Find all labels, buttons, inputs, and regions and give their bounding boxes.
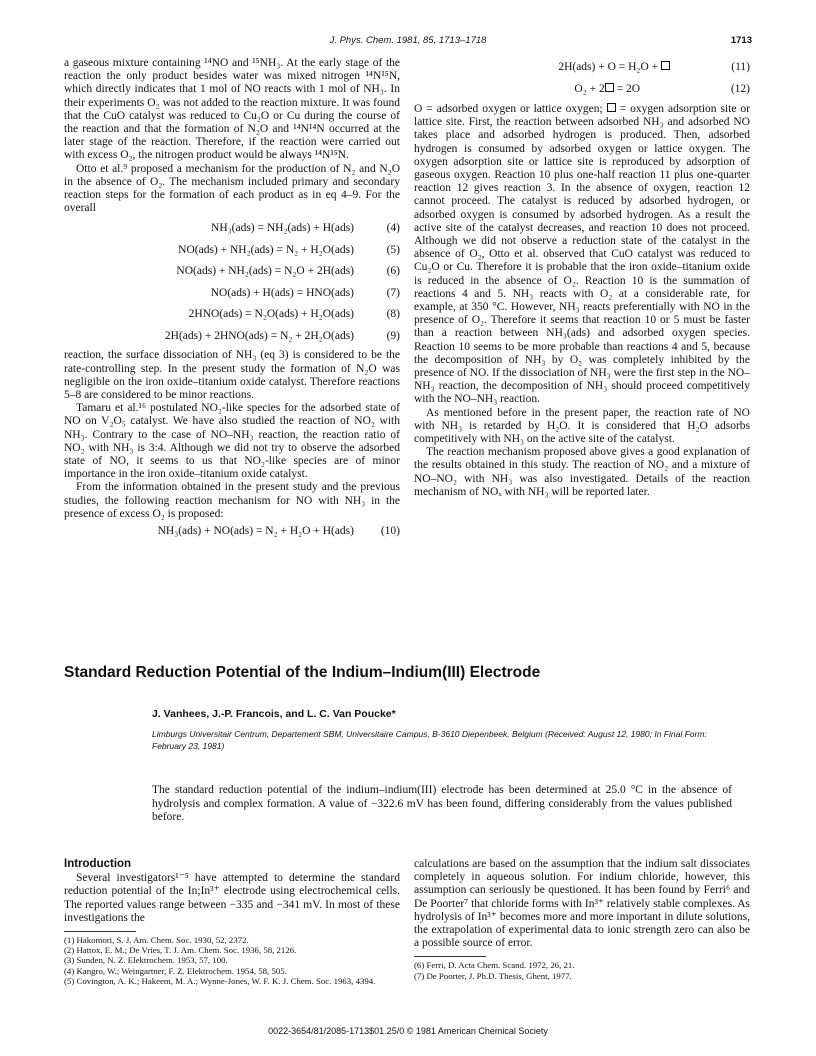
article-authors: J. Vanhees, J.-P. Francois, and L. C. Van Poucke*: [152, 708, 396, 720]
left-para-1: a gaseous mixture containing ¹⁴NO and ¹⁵NH₃. At the early stage of the reaction the only product besides water was mixed nitrogen ¹⁴N¹⁵N, which directly indicates that 1 mol of NO reacts with 1 mol of NH₃. In their experiments O₂ was not added to the reaction mixture. It was found that the CuO catalyst was reduced to Cu₂O or Cu during the course of the reaction and that the formation of N₂O and ¹⁴N¹⁴N occurred at the later stage of the reaction. Therefore, if the reaction were carried out with excess O₂, the nitrogen product would be always ¹⁴N¹⁵N.: [64, 57, 400, 162]
footnote-5: (5) Covington, A. K.; Hakeem, M. A.; Wynne-Jones, W. F. K. J. Chem. Soc. 1963, 4394.: [64, 975, 376, 986]
footnotes-left: [64, 935, 400, 986]
equation-8: 2HNO(ads) = N₂O(ads) + H₂O(ads) (8): [188, 308, 400, 321]
journal-citation: J. Phys. Chem. 1981, 85, 1713–1718: [329, 35, 487, 46]
equation-5: NO(ads) + NH₂(ads) = N₂ + H₂O(ads) (5): [178, 243, 400, 256]
footnote-6: (6) Ferri, D. Acta Chem. Scand. 1972, 26, 21.: [414, 960, 575, 971]
right-column: [414, 57, 750, 499]
vacant-site-box-icon: [661, 61, 670, 70]
equation-6: NO(ads) + NH₂(ads) = N₂O + 2H(ads) (6): [176, 265, 400, 278]
article-affiliation: Limburgs Universitair Centrum, Departement SBM, Universitaire Campus, B-3610 Diepenbeek, Belgium (Received: August 12, 1980; In Final Form: February 23, 1981): [152, 729, 707, 751]
intro-para-right: calculations are based on the assumption that the indium salt dissociates completely in aqueous solution. For indium chloride, however, this assumption can seriously be questioned. It has been found by Ferri⁶ and De Poorter⁷ that chloride forms with In³⁺ relatively stable complexes. As hydrolysis of In³⁺ becomes more and more important in dilute solutions, the extrapolation of experimental data to ionic strength zero can also be a possible source of error.: [414, 858, 750, 950]
footnote-3: (3) Sunden, N. Z. Elektrochem. 1953, 57, 100.: [64, 955, 228, 966]
right-para-1: O = adsorbed oxygen or lattice oxygen; = oxygen adsorption site or lattice site. First, the reaction between adsorbed NH₃ and adsorbed NO takes place and adsorbed hydrogen is produced. Then, adsorbed hydrogen is consumed by adsorbed oxygen or lattice oxygen. The oxygen adsorption site or lattice site is reproduced by adsorption of gaseous oxygen. Reaction 10 plus one-half reaction 11 plus one-quarter reaction 12 gives reaction 3. In the absence of oxygen, reaction 12 cannot proceed. The catalyst is reduced by adsorbed hydrogen, or adsorbed oxygen is consumed by adsorbed hydrogen. As a result the active site of the catalyst decreases, and reaction 10 does not proceed. Although we did not observe a reduction state of the catalyst in the absence of O₂, Otto et al. observed that CuO catalyst was reduced to Cu₂O or Cu. Therefore it is probable that the iron oxide–titanium oxide is reduced in the absence of O₂. Reaction 10 is the summation of reactions 4 and 5. NH₃ reacts with O₂ at a considerable rate, for example, at 350 °C. However, NH₃ reacts preferentially with NO in the presence of O₂. Therefore it seems that reaction 10 or 5 must be faster than a reaction between NH₃(ads) and adsorbed oxygen species. Reaction 10 seems to be more probable than reactions 4 and 5, because the decomposition of NH₃ by O₂ was completely inhibited by the presence of NO. If the dissociation of NH₃ were the first step in the NO–NH₃ reaction, the decomposition of NH₃ should proceed competitively with the NO–NH₃ reaction.: [414, 103, 751, 406]
right-para-3: The reaction mechanism proposed above gives a good explanation of the results obtained in this study. The reaction of NO₂ and a mixture of NO–NO₂ with NH₃ was also investigated. Details of the reaction mechanism of NOₓ with NH₃ will be reported later.: [414, 446, 750, 498]
vacant-site-box-icon: [607, 103, 616, 112]
left-para-3: reaction, the surface dissociation of NH₃ (eq 3) is considered to be the rate-controlling step. In the present study the formation of N₂O was negligible on the iron oxide–titanium oxide catalyst. Therefore reactions 5–8 are considered to be minor reactions.: [64, 349, 400, 402]
intro-para-left: Several investigators¹⁻⁵ have attempted to determine the standard reduction potential of the In;In³⁺ electrode using electrochemical cells. The reported values range between −335 and −341 mV. In most of these investigations the: [64, 872, 400, 924]
left-para-2: Otto et al.⁹ proposed a mechanism for the production of N₂ and N₂O in the absence of O₂. The mechanism included primary and secondary reaction steps for the formation of each product as in eq 4–9. For the overall: [64, 162, 400, 215]
page-number: 1713: [730, 35, 752, 46]
right-para-2: As mentioned before in the present paper, the reaction rate of NO with NH₃ is retarded by H₂O. It is considered that H₂O adsorbs competitively with NH₃ on the active site of the catalyst.: [414, 406, 750, 446]
footnote-divider: [414, 956, 486, 957]
equation-11: 2H(ads) + O = H₂O + (11): [558, 61, 750, 73]
equation-4: NH₃(ads) = NH₂(ads) + H(ads) (4): [211, 222, 400, 235]
footnote-divider: [64, 931, 136, 932]
page-footer: 0022-3654/81/2085-1713$01.25/0 © 1981 American Chemical Society: [268, 1026, 548, 1036]
footnote-2: (2) Hattox, E. M.; De Vries, T. J. Am. Chem. Soc. 1936, 58, 2126.: [64, 945, 297, 956]
footnote-1: (1) Hakomori, S. J. Am. Chem. Soc. 1930, 52, 2372.: [64, 935, 249, 946]
intro-left-column: [64, 858, 400, 986]
footnote-4: (4) Kangro, W.; Weingartner, F. Z. Elektrochem. 1954, 58, 505.: [64, 965, 287, 976]
equation-12: O₂ + 2 = 2O (12): [574, 82, 750, 95]
intro-right-column: [414, 858, 750, 981]
equation-10: NH₃(ads) + NO(ads) = N₂ + H₂O + H(ads) (10): [157, 525, 400, 538]
equation-7: NO(ads) + H(ads) = HNO(ads) (7): [210, 286, 400, 299]
footnote-7: (7) De Poorter, J. Ph.D. Thesis, Ghent, 1977.: [414, 970, 572, 981]
equation-block-4-9: [64, 218, 400, 347]
left-para-4: Tamaru et al.¹⁶ postulated NO₂-like species for the adsorbed state of NO on V₂O₅ catalyst. We have also studied the reaction of NO₂ with NH₃. Contrary to the case of NO–NH₃ reaction, the reaction ratio of NO₂ with NH₃ is 3:4. Although we did not try to observe the adsorbed state of NO, it seems to us that NO₂-like species are of minor importance in the iron oxide–titanium oxide catalyst.: [64, 402, 400, 481]
introduction-heading: Introduction: [64, 858, 132, 870]
article-abstract: The standard reduction potential of the indium–indium(III) electrode has been determined at 25.0 °C in the absence of hydrolysis and complex formation. A value of −322.6 mV has been found, differing considerably from the values published before.: [152, 784, 732, 824]
equation-9: 2H(ads) + 2HNO(ads) = N₂ + 2H₂O(ads) (9): [164, 329, 400, 342]
vacant-site-box-icon: [605, 83, 614, 92]
left-column: [64, 57, 400, 543]
left-para-5: From the information obtained in the present study and the previous studies, the following reaction mechanism for NO with NH₃ in the presence of excess O₂ is proposed:: [64, 481, 400, 520]
article-title: Standard Reduction Potential of the Indium–Indium(III) Electrode: [64, 664, 541, 681]
footnotes-right: [414, 960, 750, 980]
